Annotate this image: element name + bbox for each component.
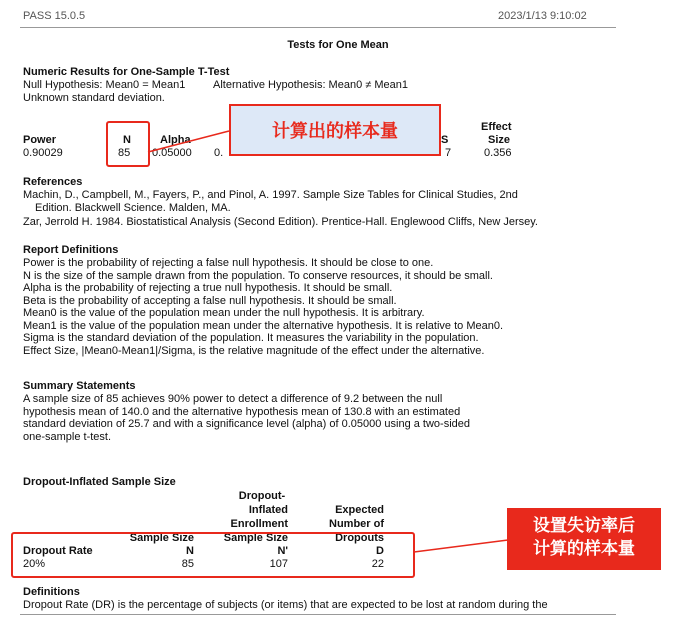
col-s-partial: S xyxy=(441,134,449,146)
summary-line: one-sample t-test. xyxy=(23,430,112,443)
col-effect-line1: Effect xyxy=(481,121,512,133)
definition-line: Beta is the probability of accepting a false null hypothesis. It should be small. xyxy=(23,294,397,307)
value-dropout-rate: 20% xyxy=(23,558,46,570)
col-inflated-line5: N' xyxy=(277,545,288,557)
col-inflated-line1: Dropout- xyxy=(238,490,286,502)
col-n: N xyxy=(123,134,131,146)
col-inflated-line4: Sample Size xyxy=(223,532,288,544)
sd-note: Unknown standard deviation. xyxy=(23,92,165,104)
alternative-hypothesis: Alternative Hypothesis: Mean0 ≠ Mean1 xyxy=(213,79,408,91)
definition-line: Power is the probability of rejecting a false null hypothesis. It should be close to one. xyxy=(23,257,434,269)
col-power: Power xyxy=(23,134,57,146)
value-expected-dropouts: 22 xyxy=(371,558,384,570)
value-inflated-n: 107 xyxy=(269,558,288,570)
report-datetime: 2023/1/13 9:10:02 xyxy=(498,10,587,22)
value-power: 0.90029 xyxy=(23,147,63,159)
value-sample-size: 85 xyxy=(181,558,194,570)
dropout-heading: Dropout-Inflated Sample Size xyxy=(23,476,176,488)
null-hypothesis: Null Hypothesis: Mean0 = Mean1 xyxy=(23,79,186,91)
definition-line: Alpha is the probability of rejecting a true null hypothesis. It should be small. xyxy=(23,282,393,294)
reference-line: Edition. Blackwell Science. Malden, MA. xyxy=(35,202,231,214)
sample-size-callout: 计算出的样本量 xyxy=(229,104,441,156)
col-expected-line4: D xyxy=(376,545,384,557)
app-version: PASS 15.0.5 xyxy=(23,10,86,22)
col-dropout-rate: Dropout Rate xyxy=(23,545,93,557)
col-expected-line3: Dropouts xyxy=(335,532,384,544)
definition-line: Sigma is the standard deviation of the population. It measures the variability in the population. xyxy=(23,332,479,344)
definition-line: Effect Size, |Mean0-Mean1|/Sigma, is the relative magnitude of the effect under the alternative. xyxy=(23,344,485,357)
col-expected-line2: Number of xyxy=(329,518,384,530)
reference-line: Machin, D., Campbell, M., Fayers, P., and Pinol, A. 1997. Sample Size Tables for Clinical Studies, 2nd xyxy=(23,189,518,201)
col-effect-line2: Size xyxy=(488,134,511,146)
summary-line: standard deviation of 25.7 and with a significance level (alpha) of 0.05000 using a two-sided xyxy=(23,418,471,430)
dropout-callout-line2: 计算的样本量 xyxy=(533,539,635,559)
reference-line: Zar, Jerrold H. 1984. Biostatistical Analysis (Second Edition). Prentice-Hall. Englewood Cliffs, New Jersey. xyxy=(23,216,538,228)
dropout-callout-line1: 设置失访率后 xyxy=(533,516,635,536)
definition-line: Mean0 is the value of the population mean under the null hypothesis. It is arbitrary. xyxy=(23,307,425,319)
value-mean-partial: 0. xyxy=(214,147,224,159)
dropout-callout xyxy=(507,508,661,570)
value-alpha: 0.05000 xyxy=(152,147,192,159)
col-sample-size-line1: Sample Size xyxy=(129,532,194,544)
col-alpha: Alpha xyxy=(160,134,191,146)
report-title: Tests for One Mean xyxy=(287,39,389,51)
numeric-heading: Numeric Results for One-Sample T-Test xyxy=(23,66,230,78)
definitions-heading: Report Definitions xyxy=(23,244,119,256)
col-expected-line1: Expected xyxy=(335,504,384,516)
summary-line: A sample size of 85 achieves 90% power to detect a difference of 9.2 between the null xyxy=(23,393,443,405)
value-s-partial: 7 xyxy=(445,147,452,159)
value-effect-size: 0.356 xyxy=(484,147,512,159)
dropout-definition-line: Dropout Rate (DR) is the percentage of subjects (or items) that are expected to be lost at random during the xyxy=(23,599,548,611)
definition-line: Mean1 is the value of the population mean under the alternative hypothesis. It is relative to Mean0. xyxy=(23,319,504,332)
col-sample-size-line2: N xyxy=(186,545,194,557)
references-heading: References xyxy=(23,176,83,188)
summary-line: hypothesis mean of 140.0 and the alternative hypothesis mean of 130.8 with an estimated xyxy=(23,405,461,418)
summary-heading: Summary Statements xyxy=(23,380,136,392)
definition-line: N is the size of the sample drawn from the population. To conserve resources, it should be small. xyxy=(23,269,493,282)
col-inflated-line2: Inflated xyxy=(248,504,288,516)
footer-rule xyxy=(20,614,616,615)
col-inflated-line3: Enrollment xyxy=(230,518,288,530)
value-n: 85 xyxy=(118,147,131,159)
dropout-definitions-heading: Definitions xyxy=(23,586,80,598)
